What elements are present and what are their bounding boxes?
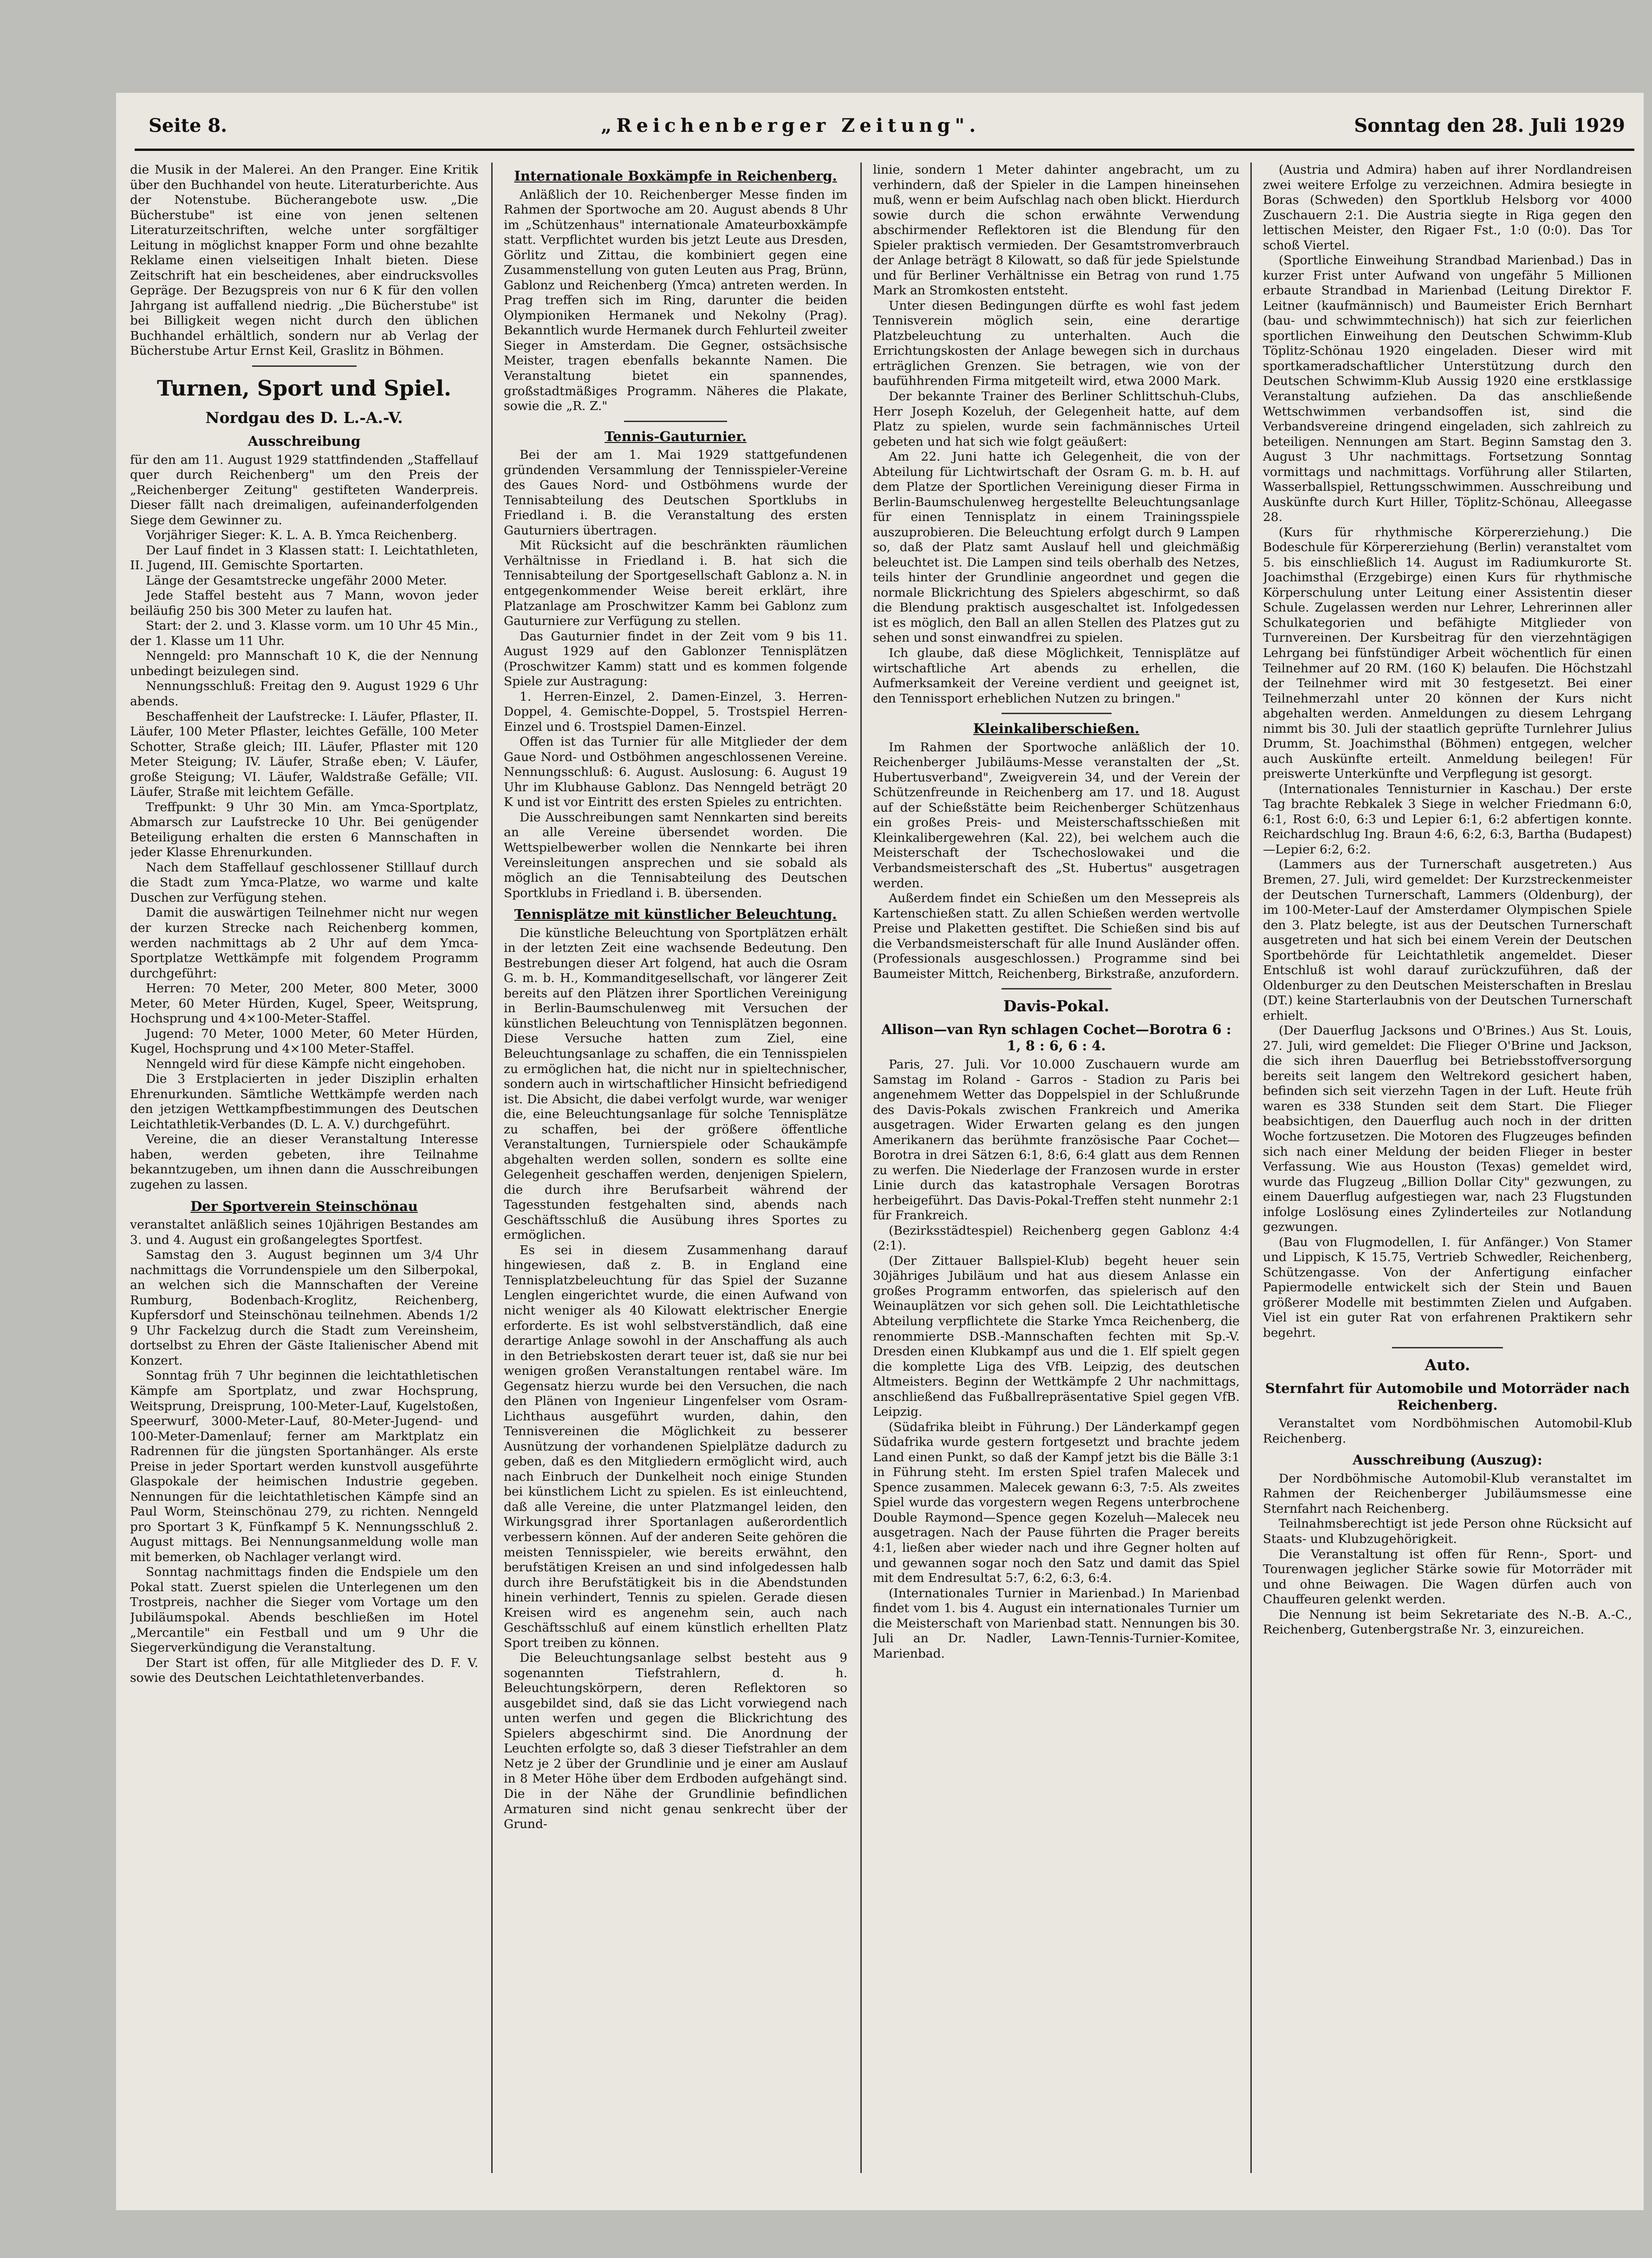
article-paragraph: Vereine, die an dieser Veranstaltung Interesse haben, werden gebeten, ihre Teilnahme bekanntzugeben, um ihnen dann die Ausschreibungen zugehen zu lassen. [130, 1132, 478, 1192]
article-paragraph: Das Gauturnier findet in der Zeit vom 9 bis 11. August 1929 auf den Gablonzer Tennisplätzen (Proschwitzer Kamm) statt und es kommen folgende Spiele zur Austragung: [504, 629, 847, 689]
article-paragraph: Paris, 27. Juli. Vor 10.000 Zuschauern wurde am Samstag im Roland - Garros - Stadion zu Paris bei angenehmem Wetter das Doppelspiel in der Schlußrunde des Davis-Pokals zwischen Frankreich und Amerika ausgetragen. Wider Erwarten gelang es den jungen Amerikanern das berühmte französische Paar Cochet—Borotra in drei Sätzen 6:1, 8:6, 6:4 glatt aus dem Rennen zu werfen. Die Niederlage der Franzosen wurde in erster Linie durch das katastrophale Versagen Borotras herbeigeführt. Das Davis-Pokal-Treffen steht nunmehr 2:1 für Frankreich. [873, 1057, 1240, 1223]
article-heading: Sternfahrt für Automobile und Motorräder nach Reichenberg. [1265, 1380, 1630, 1413]
article-paragraph: Die Veranstaltung ist offen für Renn-, Sport- und Tourenwagen jeglicher Stärke sowie für Motorräder mit und ohne Beiwagen. Die Wagen dürfen auch von Chauffeuren gelenkt werden. [1263, 1547, 1632, 1607]
page-number: Seite 8. [149, 114, 228, 137]
separator [1002, 713, 1112, 714]
article-paragraph: veranstaltet anläßlich seines 10jährigen Bestandes am 3. und 4. August ein großangelegtes Sportfest. [130, 1217, 478, 1247]
article-heading: Internationale Boxkämpfe in Reichenberg. [514, 168, 837, 184]
article-paragraph: Anläßlich der 10. Reichenberger Messe finden im Rahmen der Sportwoche am 20. August abends 8 Uhr im „Schützenhaus" internationale Amateurboxkämpfe statt. Verpflichtet wurden bis jetzt Leute aus Dresden, Görlitz und Zittau, die kombiniert gegen eine Zusammenstellung von guten Leuten aus Prag, Brünn, Gablonz und Reichenberg (Ymca) antreten werden. In Prag treffen sich im Ring, darunter die beiden Olympioniken Hermanek und Nekolny (Prag). Bekanntlich wurde Hermanek durch Fehlurteil zweiter Sieger in Amsterdam. Die Gegner, ostsächsische Meister, tragen ebenfalls bekannte Namen. Die Veranstaltung bietet ein spannendes, großstadtmäßiges Programm. Näheres die Plakate, sowie die „R. Z." [504, 187, 847, 414]
sub-heading: Ausschreibung (Auszug): [1353, 1452, 1542, 1468]
article-paragraph: Die Nennung ist beim Sekretariate des N.-B. A.-C., Reichenberg, Gutenbergstraße Nr. 3, einzureichen. [1263, 1607, 1632, 1637]
article-paragraph: (Internationales Turnier in Marienbad.) In Marienbad findet vom 1. bis 4. August ein internationales Turnier um die Meisterschaft von Marienbad statt. Nennungen bis 30. Juli an Dr. Nadler, Lawn-Tennis-Turnier-Komitee, Marienbad. [873, 1586, 1240, 1661]
section-heading: Auto. [1424, 1356, 1470, 1374]
article-paragraph: Jede Staffel besteht aus 7 Mann, wovon jeder beiläufig 250 bis 300 Meter zu laufen hat. [130, 588, 478, 618]
article-paragraph: Teilnahmsberechtigt ist jede Person ohne Rücksicht auf Staats- und Klubzugehörigkeit. [1263, 1516, 1632, 1546]
article-heading: Tennis-Gauturnier. [605, 428, 747, 444]
article-paragraph: Es sei in diesem Zusammenhang darauf hingewiesen, daß z. B. in England eine Tennisplatzbeleuchtung für das Spiel der Suzanne Lenglen eingerichtet wurde, die einen Aufwand von nicht weniger als 40 Kilowatt elektrischer Energie erforderte. Es ist wohl selbstverständlich, daß eine derartige Anlage sowohl in der Anschaffung als auch in den Betriebskosten derart teuer ist, daß sie nur bei wenigen großen Veranstaltungen rentabel wäre. Im Gegensatz hierzu wurde bei den Versuchen, die nach den Plänen von Ingenieur Lingenfelser vom Osram-Lichthaus ausgeführt wurden, dahin, den Tennisvereinen die Möglichkeit zu besserer Ausnützung der vorhandenen Spielplätze dadurch zu geben, daß es den Mitgliedern ermöglicht wird, auch nach Einbruch der Dunkelheit noch einige Stunden bei künstlichem Licht zu spielen. Es ist einleuchtend, daß alle Vereine, die unter Platzmangel leiden, den Wirkungsgrad ihrer Sportanlagen außerordentlich verbessern können. Auf der anderen Seite gehören die meisten Tennisspieler, wie bereits erwähnt, den berufstätigen Kreisen an und sind infolgedessen halb durch ihre Berufstätigkeit bis in die Abendstunden hinein verhindert, Tennis zu spielen. Gerade diesen Kreisen wird es angenehm sein, auch nach Geschäftsschluß auf einem künstlich erhellten Platz Sport treiben zu können. [504, 1243, 847, 1650]
article-paragraph: die Musik in der Malerei. An den Pranger. Eine Kritik über den Buchhandel von heute. Literaturberichte. Aus der Notenstube. Bücherangebote usw. „Die Bücherstube" ist eine von jenen seltenen Literaturzeitschriften, welche unter sorgfältiger Leitung in möglichst knapper Form und ohne bezahlte Reklame einen vielseitigen Inhalt bieten. Diese Zeitschrift hat ein bescheidenes, aber eindrucksvolles Gepräge. Der Bezugspreis von nur 6 K für den vollen Jahrgang ist auffallend niedrig. „Die Bücherstube" ist bei Billigkeit wegen nicht durch den üblichen Buchhandel erhältlich, sondern nur ab Verlag der Bücherstube Artur Ernst Keil, Graslitz in Böhmen. [130, 163, 478, 358]
article-paragraph: Jugend: 70 Meter, 1000 Meter, 60 Meter Hürden, Kugel, Hochsprung und 4×100 Meter-Staffel. [130, 1026, 478, 1056]
article-paragraph: Die 3 Erstplacierten in jeder Disziplin erhalten Ehrenurkunden. Sämtliche Wettkämpfe werden nach den jetzigen Wettkampfbestimmungen des Deutschen Leichtathletik-Verbandes (D. L. A. V.) durchgeführt. [130, 1072, 478, 1132]
header-rule [135, 149, 1634, 151]
article-paragraph: (Der Dauerflug Jacksons und O'Brines.) Aus St. Louis, 27. Juli, wird gemeldet: Die Flieger O'Brine und Jackson, die sich ihren Dauerflug bei Betriebsstoffversorgung bereits seit langem den Weltrekord gesichert haben, befinden sich seit vierzehn Tagen in der Luft. Heute früh waren es 338 Stunden seit dem Start. Die Flieger beabsichtigen, den Dauerflug auch noch in der dritten Woche fortzusetzen. Die Motoren des Flugzeuges befinden sich nach einer Meldung der beiden Flieger in bester Verfassung. Wie aus Houston (Texas) gemeldet wird, wurde das Flugzeug „Billion Dollar City" gezwungen, zu einem Dauerflug aufgestiegen war, nach 23 Flugstunden infolge Loslösung eines Zylinderteiles zur Notlandung gezwungen. [1263, 1023, 1632, 1235]
article-paragraph: Beschaffenheit der Laufstrecke: I. Läufer, Pflaster, II. Läufer, 100 Meter Pflaster, leichtes Gefälle, 100 Meter Schotter, Straße gleich; III. Läufer, Pflaster mit 120 Meter Steigung; IV. Läufer, Straße eben; V. Läufer, große Steigung; VI. Läufer, Waldstraße Gefälle; VII. Läufer, Straße mit leichtem Gefälle. [130, 709, 478, 800]
separator [252, 365, 357, 367]
article-paragraph: Sonntag früh 7 Uhr beginnen die leichtathletischen Kämpfe am Sportplatz, und zwar Hochsprung, Weitsprung, Dreisprung, 100-Meter-Lauf, Kugelstoßen, Speerwurf, 3000-Meter-Lauf, 80-Meter-Jugend- und 100-Meter-Damenlauf; ferner am Marktplatz ein Radrennen für die jüngsten Sportanhänger. Als erste Preise in jeder Sportart werden kunstvoll ausgeführte Glaspokale der heimischen Industrie gegeben. Nennungen für die leichtathletischen Kämpfe sind an Paul Worm, Steinschönau 279, zu richten. Nenngeld pro Sportart 3 K, Fünfkampf 5 K. Nennungsschluß 2. August mittags. Bei Nennungsanmeldung wolle man mit bemerken, ob Nachlager verlangt wird. [130, 1368, 478, 1564]
article-heading: Der Sportverein Steinschönau [190, 1198, 418, 1214]
separator [1392, 1347, 1503, 1348]
column-1 [130, 163, 478, 2173]
article-paragraph: (Kurs für rhythmische Körpererziehung.) Die Bodeschule für Körpererziehung (Berlin) veranstaltet vom 5. bis einschließlich 14. August im Radiumkurorte St. Joachimsthal (Erzgebirge) einen Kurs für rhythmische Körperschulung unter Leitung einer Assistentin dieser Schule. Zugelassen werden nur Lehrer, Lehrerinnen aller Schulkategorien und befähigte Mitglieder von Turnvereinen. Der Kursbeitrag für den vierzehntägigen Lehrgang bei fünfstündiger Arbeit wöchentlich für einen Teilnehmer auf 20 RM. (160 K) belaufen. Die Höchstzahl der Teilnehmer wird mit 30 festgesetzt. Bei einer Teilnehmerzahl unter 20 können der Kurs nicht abgehalten werden. Anmeldungen zu diesem Lehrgang nimmt bis 30. Juli der staatlich geprüfte Turnlehrer Julius Drumm, St. Joachimsthal (Böhmen) entgegen, welcher auch Auskünfte erteilt. Anmeldung beilegen! Für preiswerte Unterkünfte und Verpflegung ist gesorgt. [1263, 525, 1632, 781]
article-paragraph: Am 22. Juni hatte ich Gelegenheit, die von der Abteilung für Lichtwirtschaft der Osram G. m. b. H. auf dem Platze der Sportlichen Vereinigung dieser Firma in Berlin-Baumschulenweg hergestellte Beleuchtungsanlage für einen Tennisplatz in einem Trainingsspiele auszuprobieren. Die Beleuchtung erfolgt durch 9 Lampen so, daß der Platz samt Auslauf hell und gleichmäßig beleuchtet ist. Die Lampen sind teils oberhalb des Netzes, teils hinter der Grundlinie angeordnet und gegen die normale Blickrichtung des Spielers abgeschirmt, so daß die Blendung praktisch ausgeschaltet ist. Infolgedessen ist es möglich, den Ball an allen Stellen des Platzes gut zu sehen und sonst einwandfrei zu spielen. [873, 449, 1240, 645]
article-paragraph: Nenngeld: pro Mannschaft 10 K, die der Nennung unbedingt beizulegen sind. [130, 649, 478, 678]
column-divider [860, 163, 862, 2173]
issue-date: Sonntag den 28. Juli 1929 [1354, 114, 1625, 137]
article-paragraph: (Bau von Flugmodellen, I. für Anfänger.) Von Stamer und Lippisch, K 15.75, Vertrieb Schwedler, Reichenberg, Schützengasse. Von der Anfertigung einfacher Papiermodelle entwickelt sich der Stein und Bauen größerer Modelle mit bestimmten Zielen und Aufgaben. Viel ist ein guter Rat von erfahrenen Praktikern sehr begehrt. [1263, 1235, 1632, 1340]
article-paragraph: Nach dem Staffellauf geschlossener Stilllauf durch die Stadt zum Ymca-Platze, wo warme und kalte Duschen zur Verfügung stehen. [130, 860, 478, 905]
column-divider [491, 163, 493, 2173]
article-paragraph: Veranstaltet vom Nordböhmischen Automobil-Klub Reichenberg. [1263, 1416, 1632, 1446]
article-paragraph: Nenngeld wird für diese Kämpfe nicht eingehoben. [146, 1056, 466, 1071]
article-paragraph: Die künstliche Beleuchtung von Sportplätzen erhält in der letzten Zeit eine wachsende Bedeutung. Den Bestrebungen dieser Art folgend, hat auch die Osram G. m. b. H., Kommanditgesellschaft, vor längerer Zeit bereits auf den Plätzen ihrer Sportlichen Vereinigung in Berlin-Baumschulenweg mit Versuchen der künstlichen Beleuchtung von Tennisplätzen begonnen. Diese Versuche hatten zum Ziel, eine Beleuchtungsanlage zu schaffen, die ein Tennisspielen zu ermöglichen hat, die nicht nur in spieltechnischer, sondern auch in wirtschaftlicher Hinsicht befriedigend ist. Die Absicht, die dabei verfolgt wurde, war weniger die, eine Beleuchtungsanlage für solche Tennisplätze zu schaffen, bei der größere öffentliche Veranstaltungen, Turnierspiele oder Schaukämpfe abgehalten werden sollen, sondern es sollte eine Gelegenheit geschaffen werden, denjenigen Spielern, die durch ihre Berufsarbeit während der Tagesstunden festgehalten sind, abends nach Geschäftsschluß die Ausübung ihres Sportes zu ermöglichen. [504, 925, 847, 1243]
page-header [149, 107, 1625, 144]
article-paragraph: 1. Herren-Einzel, 2. Damen-Einzel, 3. Herren-Doppel, 4. Gemischte-Doppel, 5. Trostspiel Herren-Einzel und 6. Trostspiel Damen-Einzel. [504, 689, 847, 734]
article-paragraph: Der Start ist offen, für alle Mitglieder des D. F. V. sowie des Deutschen Leichtathletenverbandes. [130, 1655, 478, 1685]
article-heading: Kleinkaliberschießen. [973, 721, 1139, 737]
article-paragraph: für den am 11. August 1929 stattfindenden „Staffellauf quer durch Reichenberg" um den Preis der „Reichenberger Zeitung" gestifteten Wanderpreis. Dieser fällt nach dreimaligen, aufeinanderfolgenden Siege dem Gewinner zu. [130, 452, 478, 527]
column-4 [1263, 163, 1632, 2173]
article-paragraph: (Lammers aus der Turnerschaft ausgetreten.) Aus Bremen, 27. Juli, wird gemeldet: Der Kurzstreckenmeister der Deutschen Turnerschaft, Lammers (Oldenburg), der im 100-Meter-Lauf der Amsterdamer Olympischen Spiele den 3. Platz belegte, ist aus der Deutschen Turnerschaft ausgetreten und hat sich bei einem Verein der Deutschen Sportbehörde für Leichtathletik angemeldet. Dieser Entschluß ist wohl darauf zurückzuführen, daß der Oldenburger zu den Deutschen Meisterschaften in Breslau (DT.) keine Starterlaubnis von der Deutschen Turnerschaft erhielt. [1263, 857, 1632, 1023]
article-paragraph: Start: der 2. und 3. Klasse vorm. um 10 Uhr 45 Min., der 1. Klasse um 11 Uhr. [130, 618, 478, 648]
article-paragraph: (Südafrika bleibt in Führung.) Der Länderkampf gegen Südafrika wurde gestern fortgesetzt und brachte jedem Land einen Punkt, so daß der Kampf jetzt bis die Bälle 3:1 in Führung steht. Im ersten Spiel trafen Malecek und Spence zusammen. Malecek gewann 6:3, 7:5. Als zweites Spiel wurde das vorgestern wegen Regens unterbrochene Double Raymond—Spence gegen Kozeluh—Malecek neu ausgetragen. Nach der Pause führten die Prager bereits 4:1, ließen aber wieder nach und ihre Gegner holten auf und gewannen sogar noch den Satz und damit das Spiel mit dem Endresultat 5:7, 6:2, 6:3, 6:4. [873, 1419, 1240, 1586]
article-paragraph: Damit die auswärtigen Teilnehmer nicht nur wegen der kurzen Strecke nach Reichenberg kommen, werden nachmittags ab 2 Uhr auf dem Ymca-Sportplatze Wettkämpfe mit folgendem Programm durchgeführt: [130, 905, 478, 981]
article-heading: Allison—van Ryn schlagen Cochet—Borotra 6 : 1, 8 : 6, 6 : 4. [881, 1021, 1231, 1054]
article-paragraph: Nennungsschluß: Freitag den 9. August 1929 6 Uhr abends. [130, 679, 478, 709]
article-paragraph: (Austria und Admira) haben auf ihrer Nordlandreisen zwei weitere Erfolge zu verzeichnen. Admira besiegte in Boras (Schweden) den Sportklub Helsborg vor 4000 Zuschauern 2:1. Die Austria siegte in Riga gegen den lettischen Meister, den Rigaer Fst., 1:0 (0:0). Das Tor schoß Viertel. [1263, 163, 1632, 253]
article-paragraph: Samstag den 3. August beginnen um 3/4 Uhr nachmittags die Vorrundenspiele um den Silberpokal, an welchen sich die Mannschaften der Vereine Rumburg, Bodenbach-Kroglitz, Reichenberg, Kupfersdorf und Steinschönau teilnehmen. Abends 1/2 9 Uhr Fackelzug durch die Stadt zum Vereinsheim, dortselbst zu Ehren der Gäste Italienischer Abend mit Konzert. [130, 1248, 478, 1368]
article-heading: Nordgau des D. L.-A.-V. [205, 409, 403, 427]
article-paragraph: Mit Rücksicht auf die beschränkten räumlichen Verhältnisse in Friedland i. B. hat sich die Tennisabteilung der Sportgesellschaft Gablonz a. N. in entgegenkommender Weise bereit erklärt, ihre Platzanlage am Proschwitzer Kamm bei Gablonz zum Gauturniere zur Verfügung zu stellen. [504, 538, 847, 629]
article-heading: Tennisplätze mit künstlicher Beleuchtung. [514, 906, 837, 923]
separator [624, 421, 727, 422]
article-paragraph: Länge der Gesamtstrecke ungefähr 2000 Meter. [146, 573, 447, 588]
article-paragraph: Die Beleuchtungsanlage selbst besteht aus 9 sogenannten Tiefstrahlern, d. h. Beleuchtungskörpern, deren Reflektoren so ausgebildet sind, daß sie das Licht vorwiegend nach unten werfen und gegen die Blickrichtung des Spielers abgeschirmt sind. Die Anordnung der Leuchten erfolgte so, daß 3 dieser Tiefstrahler an dem Netz je 2 über der Grundlinie und je einer am Auslauf in 8 Meter Höhe über dem Erdboden aufgehängt sind. Die in der Nähe der Grundlinie befindlichen Armaturen sind nicht genau senkrecht über der Grund- [504, 1651, 847, 1832]
column-3 [873, 163, 1240, 2173]
section-heading: Turnen, Sport und Spiel. [156, 375, 452, 401]
article-paragraph: Der bekannte Trainer des Berliner Schlittschuh-Clubs, Herr Joseph Kozeluh, der Gelegenheit hatte, auf dem Platz zu spielen, wurde sein fachmännisches Urteil gebeten und hat sich wie folgt geäußert: [873, 389, 1240, 449]
article-paragraph: (Der Zittauer Ballspiel-Klub) begeht heuer sein 30jähriges Jubiläum und hat aus diesem Anlasse ein großes Programm entworfen, das spielerisch auf den Weinauplätzen vor sich gehen soll. Die Leichtathletische Abteilung verpflichtete die Starke Ymca Reichenberg, die renommierte DSB.-Mannschaften fechten mit Sp.-V. Dresden einen Klubkampf aus und die 1. Elf spielt gegen die komplette Liga des VfB. Leipzig, des deutschen Altmeisters. Beginn der Wettkämpfe 2 Uhr nachmittags, anschließend das Fußballrepräsentative Spiel gegen VfB. Leipzig. [873, 1253, 1240, 1419]
article-paragraph: Die Ausschreibungen samt Nennkarten sind bereits an alle Vereine übersendet worden. Die Wettspielbewerber wollen die Nennkarte bei ihren Vereinsleitungen ansprechen und sie sobald als möglich an die Tennisabteilung des Deutschen Sportklubs in Friedland i. B. übersenden. [504, 810, 847, 900]
article-paragraph: (Bezirksstädtespiel) Reichenberg gegen Gablonz 4:4 (2:1). [873, 1223, 1240, 1253]
sub-heading: Ausschreibung [247, 433, 361, 449]
article-paragraph: Ich glaube, daß diese Möglichkeit, Tennisplätze auf wirtschaftliche Art abends zu erhellen, die Aufmerksamkeit der Vereine verdient und geeignet ist, den Tennissport erheblichen Nutzen zu bringen." [873, 646, 1240, 706]
article-paragraph: linie, sondern 1 Meter dahinter angebracht, um zu verhindern, daß der Spieler in die Lampen hineinsehen muß, wenn er beim Aufschlag nach oben blickt. Hierdurch sowie durch die schon erwähnte Verwendung abschirmender Reflektoren ist die Blendung für den Spieler praktisch vermieden. Der Gesamtstromverbrauch der Anlage beträgt 8 Kilowatt, so daß für jede Spielstunde und für Berliner Verhältnisse ein Betrag von rund 1.75 Mark an Stromkosten entsteht. [873, 163, 1240, 298]
column-2 [504, 163, 847, 2173]
article-paragraph: Unter diesen Bedingungen dürfte es wohl fast jedem Tennisverein möglich sein, eine derartige Platzbeleuchtung zu unterhalten. Auch die Errichtungskosten der Anlage bewegen sich in durchaus erträglichen Grenzen. Sie betragen, wie von der baufühhrenden Firma mitgeteilt wird, etwa 2000 Mark. [873, 298, 1240, 389]
article-paragraph: Bei der am 1. Mai 1929 stattgefundenen gründenden Versammlung der Tennisspieler-Vereine des Gaues Nord- und Ostböhmens wurde der Tennisabteilung des Deutschen Sportklubs in Friedland i. B. die Veranstaltung des ersten Gauturniers übertragen. [504, 448, 847, 538]
article-paragraph: Außerdem findet ein Schießen um den Messepreis als Kartenschießen statt. Zu allen Schießen werden wertvolle Preise und Plaketten gestiftet. Die Schießen sind bis auf die Verbandsmeisterschaft für alle Inund Ausländer offen. (Professionals ausgeschlossen.) Programme sind bei Baumeister Mittch, Reichenberg, Birkstraße, anzufordern. [873, 891, 1240, 981]
article-paragraph: Der Nordböhmische Automobil-Klub veranstaltet im Rahmen der Reichenberger Jubiläumsmesse eine Sternfahrt nach Reichenberg. [1263, 1471, 1632, 1516]
article-paragraph: Offen ist das Turnier für alle Mitglieder der dem Gaue Nord- und Ostböhmen angeschlossenen Vereine. Nennungsschluß: 6. August. Auslosung: 6. August 19 Uhr im Klubhause Gablonz. Das Nenngeld beträgt 20 K und ist vor Eintritt des ersten Spieles zu entrichten. [504, 735, 847, 810]
section-heading: Davis-Pokal. [1003, 997, 1110, 1015]
article-paragraph: Sonntag nachmittags finden die Endspiele um den Pokal statt. Zuerst spielen die Unterlegenen um den Trostpreis, nachher die Sieger vom Vortage um den Jubiläumspokal. Abends beschließen im Hotel „Mercantile" ein Festball und um 9 Uhr die Siegerverkündigung die Veranstaltung. [130, 1565, 478, 1655]
separator [1002, 988, 1112, 989]
article-paragraph: Herren: 70 Meter, 200 Meter, 800 Meter, 3000 Meter, 60 Meter Hürden, Kugel, Speer, Weitsprung, Hochsprung und 4×100-Meter-Staffel. [130, 981, 478, 1026]
article-paragraph: Der Lauf findet in 3 Klassen statt: I. Leichtathleten, II. Jugend, III. Gemischte Sportarten. [130, 543, 478, 573]
column-divider [1250, 163, 1252, 2173]
article-paragraph: (Sportliche Einweihung Strandbad Marienbad.) Das in kurzer Frist unter Aufwand von ungefähr 5 Millionen erbaute Strandbad in Marienbad (Leitung Direktor F. Leitner (kaufmännisch) und Baumeister Erich Bernhart (bau- und schwimmtechnisch)) hat sich zur feierlichen sportlichen Einweihung den Deutschen Schwimm-Klub Töplitz-Schönau 1920 eingeladen. Dieser wird mit sportkameradschaftlicher Unterstützung durch den Deutschen Schwimm-Klub Aussig 1920 eine erstklassige Veranstaltung aufziehen. Da das anschließende Wettschwimmen verbandsoffen ist, sind die Verbandsvereine dringend eingeladen, sich zahlreich zu beteiligen. Nennungen am Start. Beginn Samstag den 3. August 3 Uhr nachmittags. Fortsetzung Sonntag vormittags und nachmittags. Vorführung aller Stilarten, Wasserballspiel, Rettungsschwimmen. Ausschreibung und Auskünfte durch Kurt Hiller, Töplitz-Schönau, Alleegasse 28. [1263, 253, 1632, 525]
newspaper-title: „Reichenberger Zeitung". [601, 114, 981, 137]
article-paragraph: Im Rahmen der Sportwoche anläßlich der 10. Reichenberger Jubiläums-Messe veranstalten der „St. Hubertusverband", Zweigverein 34, und der Verein der Schützenfreunde in Reichenberg am 17. und 18. August auf der Schießstätte beim Reichenberger Schützenhaus ein großes Preis- und Meisterschaftsschießen mit Kleinkalibergewehren (Kal. 22), bei welchem auch die Meisterschaft der Tschechoslowakei und die Verbandsmeisterschaft des „St. Hubertus" ausgetragen werden. [873, 740, 1240, 891]
article-paragraph: (Internationales Tennisturnier in Kaschau.) Der erste Tag brachte Rebkalek 3 Siege in welcher Friedmann 6:0, 6:1, Rost 6:0, 6:3 und Lepier 6:1, 6:2 abfertigen konnte. Reichardschlug Ing. Braun 4:6, 6:2, 6:3, Bartha (Budapest)—Lepier 6:2, 6:2. [1263, 781, 1632, 857]
newspaper-page [116, 93, 1644, 2210]
article-paragraph: Treffpunkt: 9 Uhr 30 Min. am Ymca-Sportplatz, Abmarsch zur Laufstrecke 10 Uhr. Bei genügender Beteiligung erhalten die ersten 6 Mannschaften in jeder Klasse Ehrenurkunden. [130, 800, 478, 860]
article-paragraph: Vorjähriger Sieger: K. L. A. B. Ymca Reichenberg. [146, 528, 457, 543]
